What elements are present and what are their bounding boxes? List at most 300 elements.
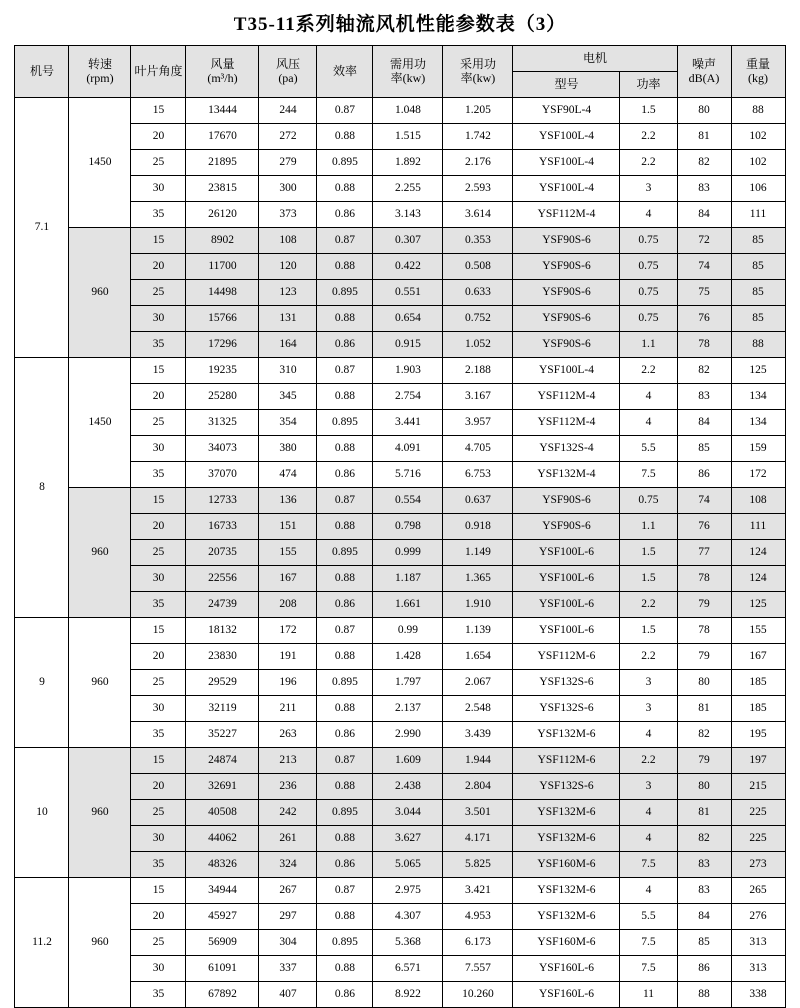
cell-used-power: 10.260 — [443, 982, 513, 1008]
cell-weight: 195 — [731, 722, 785, 748]
table-row — [15, 176, 785, 202]
cell-efficiency: 0.88 — [317, 176, 373, 202]
cell-weight: 273 — [731, 852, 785, 878]
cell-blade-angle: 15 — [131, 98, 186, 124]
cell-required-power: 2.990 — [373, 722, 443, 748]
cell-pressure: 211 — [259, 696, 317, 722]
cell-blade-angle: 30 — [131, 306, 186, 332]
header-weight-line1: 重量 — [745, 56, 770, 71]
cell-required-power: 1.903 — [373, 358, 443, 384]
cell-motor-power: 0.75 — [620, 254, 677, 280]
cell-speed: 960 — [69, 618, 131, 748]
cell-weight: 215 — [731, 774, 785, 800]
cell-motor-power: 2.2 — [620, 124, 677, 150]
table-row — [15, 124, 785, 150]
cell-used-power: 6.173 — [443, 930, 513, 956]
cell-motor-model: YSF132S-6 — [513, 696, 620, 722]
cell-motor-model: YSF100L-4 — [513, 176, 620, 202]
cell-efficiency: 0.88 — [317, 254, 373, 280]
cell-used-power: 4.953 — [443, 904, 513, 930]
cell-motor-model: YSF112M-4 — [513, 202, 620, 228]
cell-motor-power: 1.1 — [620, 332, 677, 358]
cell-motor-model: YSF132S-4 — [513, 436, 620, 462]
cell-motor-model: YSF112M-4 — [513, 384, 620, 410]
cell-motor-model: YSF90S-6 — [513, 488, 620, 514]
cell-motor-power: 3 — [620, 670, 677, 696]
cell-flow: 24874 — [186, 748, 259, 774]
table-row — [15, 280, 785, 306]
cell-noise: 83 — [677, 176, 731, 202]
cell-required-power: 5.368 — [373, 930, 443, 956]
cell-noise: 80 — [677, 774, 731, 800]
cell-noise: 72 — [677, 228, 731, 254]
cell-efficiency: 0.88 — [317, 956, 373, 982]
cell-required-power: 0.798 — [373, 514, 443, 540]
cell-speed: 960 — [69, 488, 131, 618]
cell-flow: 31325 — [186, 410, 259, 436]
cell-noise: 77 — [677, 540, 731, 566]
header-pressure — [259, 46, 317, 98]
cell-weight: 197 — [731, 748, 785, 774]
header-noise-line1: 噪声 — [691, 56, 716, 71]
cell-motor-power: 2.2 — [620, 748, 677, 774]
table-row — [15, 904, 785, 930]
cell-used-power: 1.139 — [443, 618, 513, 644]
cell-efficiency: 0.87 — [317, 358, 373, 384]
cell-blade-angle: 25 — [131, 540, 186, 566]
cell-used-power: 0.752 — [443, 306, 513, 332]
cell-required-power: 0.915 — [373, 332, 443, 358]
table-row — [15, 696, 785, 722]
cell-pressure: 242 — [259, 800, 317, 826]
header-noise — [677, 46, 731, 98]
cell-motor-model: YSF160L-6 — [513, 982, 620, 1008]
cell-flow: 23815 — [186, 176, 259, 202]
cell-blade-angle: 20 — [131, 124, 186, 150]
cell-blade-angle: 30 — [131, 176, 186, 202]
cell-weight: 185 — [731, 670, 785, 696]
table-row — [15, 98, 785, 124]
cell-weight: 111 — [731, 202, 785, 228]
cell-used-power: 2.176 — [443, 150, 513, 176]
cell-weight: 134 — [731, 384, 785, 410]
cell-noise: 82 — [677, 722, 731, 748]
cell-required-power: 1.892 — [373, 150, 443, 176]
cell-pressure: 191 — [259, 644, 317, 670]
cell-blade-angle: 35 — [131, 332, 186, 358]
table-row — [15, 228, 785, 254]
table-header — [15, 46, 785, 98]
cell-blade-angle: 20 — [131, 254, 186, 280]
cell-blade-angle: 20 — [131, 514, 186, 540]
cell-pressure: 373 — [259, 202, 317, 228]
cell-used-power: 5.825 — [443, 852, 513, 878]
cell-weight: 85 — [731, 306, 785, 332]
cell-motor-model: YSF90S-6 — [513, 254, 620, 280]
cell-noise: 80 — [677, 670, 731, 696]
cell-efficiency: 0.86 — [317, 722, 373, 748]
cell-efficiency: 0.88 — [317, 826, 373, 852]
cell-efficiency: 0.87 — [317, 488, 373, 514]
cell-efficiency: 0.86 — [317, 982, 373, 1008]
cell-motor-power: 1.1 — [620, 514, 677, 540]
cell-efficiency: 0.87 — [317, 618, 373, 644]
cell-blade-angle: 20 — [131, 774, 186, 800]
cell-flow: 34073 — [186, 436, 259, 462]
cell-pressure: 120 — [259, 254, 317, 280]
cell-pressure: 337 — [259, 956, 317, 982]
cell-flow: 17670 — [186, 124, 259, 150]
header-motor: 电机 — [513, 46, 677, 72]
cell-weight: 159 — [731, 436, 785, 462]
cell-motor-power: 3 — [620, 774, 677, 800]
cell-motor-power: 0.75 — [620, 306, 677, 332]
cell-blade-angle: 30 — [131, 566, 186, 592]
cell-motor-model: YSF160M-6 — [513, 852, 620, 878]
cell-pressure: 310 — [259, 358, 317, 384]
table-row — [15, 930, 785, 956]
cell-required-power: 2.975 — [373, 878, 443, 904]
cell-pressure: 297 — [259, 904, 317, 930]
table-row — [15, 306, 785, 332]
cell-motor-power: 4 — [620, 878, 677, 904]
cell-noise: 78 — [677, 618, 731, 644]
header-flow-line2: (m³/h) — [207, 70, 238, 85]
cell-noise: 79 — [677, 592, 731, 618]
cell-required-power: 2.754 — [373, 384, 443, 410]
table-row — [15, 514, 785, 540]
cell-flow: 44062 — [186, 826, 259, 852]
cell-weight: 134 — [731, 410, 785, 436]
cell-motor-model: YSF90S-6 — [513, 332, 620, 358]
cell-blade-angle: 35 — [131, 202, 186, 228]
cell-required-power: 3.143 — [373, 202, 443, 228]
cell-pressure: 263 — [259, 722, 317, 748]
cell-weight: 125 — [731, 592, 785, 618]
cell-required-power: 2.255 — [373, 176, 443, 202]
cell-blade-angle: 15 — [131, 748, 186, 774]
cell-noise: 84 — [677, 904, 731, 930]
cell-flow: 26120 — [186, 202, 259, 228]
cell-required-power: 1.048 — [373, 98, 443, 124]
cell-flow: 56909 — [186, 930, 259, 956]
cell-weight: 106 — [731, 176, 785, 202]
cell-efficiency: 0.88 — [317, 306, 373, 332]
table-row — [15, 410, 785, 436]
cell-motor-model: YSF132M-6 — [513, 904, 620, 930]
cell-motor-model: YSF100L-4 — [513, 150, 620, 176]
cell-motor-power: 3 — [620, 696, 677, 722]
cell-pressure: 151 — [259, 514, 317, 540]
table-row — [15, 462, 785, 488]
cell-pressure: 345 — [259, 384, 317, 410]
cell-weight: 155 — [731, 618, 785, 644]
header-efficiency: 效率 — [317, 46, 373, 98]
cell-blade-angle: 15 — [131, 618, 186, 644]
table-row — [15, 592, 785, 618]
cell-pressure: 304 — [259, 930, 317, 956]
cell-weight: 102 — [731, 150, 785, 176]
cell-motor-model: YSF160M-6 — [513, 930, 620, 956]
header-pressure-line2: (pa) — [278, 70, 298, 85]
cell-motor-model: YSF112M-6 — [513, 748, 620, 774]
cell-motor-power: 7.5 — [620, 462, 677, 488]
cell-used-power: 0.637 — [443, 488, 513, 514]
cell-flow: 34944 — [186, 878, 259, 904]
cell-motor-power: 0.75 — [620, 228, 677, 254]
cell-efficiency: 0.88 — [317, 904, 373, 930]
cell-flow: 16733 — [186, 514, 259, 540]
page-title: T35-11系列轴流风机性能参数表（3） — [233, 14, 567, 35]
header-used-power-line2: 率(kw) — [460, 70, 496, 85]
table-row — [15, 774, 785, 800]
cell-motor-power: 2.2 — [620, 358, 677, 384]
cell-efficiency: 0.86 — [317, 852, 373, 878]
cell-required-power: 3.044 — [373, 800, 443, 826]
table-body — [15, 98, 785, 1008]
cell-pressure: 131 — [259, 306, 317, 332]
cell-motor-power: 11 — [620, 982, 677, 1008]
header-blade-angle: 叶片角度 — [131, 46, 186, 98]
header-motor-model: 型号 — [513, 72, 620, 98]
cell-used-power: 1.052 — [443, 332, 513, 358]
cell-weight: 125 — [731, 358, 785, 384]
cell-pressure: 213 — [259, 748, 317, 774]
cell-blade-angle: 25 — [131, 930, 186, 956]
table-row — [15, 566, 785, 592]
cell-noise: 75 — [677, 280, 731, 306]
cell-used-power: 0.918 — [443, 514, 513, 540]
cell-speed: 1450 — [69, 358, 131, 488]
cell-used-power: 3.501 — [443, 800, 513, 826]
header-speed-line1: 转速 — [87, 56, 112, 71]
cell-blade-angle: 20 — [131, 644, 186, 670]
cell-noise: 76 — [677, 514, 731, 540]
cell-required-power: 0.422 — [373, 254, 443, 280]
cell-motor-power: 4 — [620, 826, 677, 852]
table-row — [15, 670, 785, 696]
cell-flow: 12733 — [186, 488, 259, 514]
cell-pressure: 380 — [259, 436, 317, 462]
cell-pressure: 208 — [259, 592, 317, 618]
cell-used-power: 4.171 — [443, 826, 513, 852]
cell-blade-angle: 30 — [131, 956, 186, 982]
cell-blade-angle: 25 — [131, 280, 186, 306]
cell-used-power: 1.944 — [443, 748, 513, 774]
cell-weight: 85 — [731, 228, 785, 254]
header-flow — [186, 46, 259, 98]
cell-pressure: 300 — [259, 176, 317, 202]
cell-pressure: 108 — [259, 228, 317, 254]
cell-required-power: 1.187 — [373, 566, 443, 592]
cell-motor-power: 4 — [620, 384, 677, 410]
table-row — [15, 150, 785, 176]
cell-flow: 45927 — [186, 904, 259, 930]
cell-noise: 85 — [677, 930, 731, 956]
cell-used-power: 0.633 — [443, 280, 513, 306]
cell-required-power: 8.922 — [373, 982, 443, 1008]
table-row — [15, 748, 785, 774]
cell-weight: 313 — [731, 956, 785, 982]
cell-pressure: 155 — [259, 540, 317, 566]
cell-flow: 15766 — [186, 306, 259, 332]
cell-motor-model: YSF112M-6 — [513, 644, 620, 670]
cell-motor-model: YSF132M-6 — [513, 800, 620, 826]
cell-motor-power: 0.75 — [620, 488, 677, 514]
cell-noise: 84 — [677, 410, 731, 436]
cell-pressure: 196 — [259, 670, 317, 696]
cell-noise: 78 — [677, 566, 731, 592]
cell-noise: 84 — [677, 202, 731, 228]
cell-flow: 48326 — [186, 852, 259, 878]
cell-required-power: 3.627 — [373, 826, 443, 852]
cell-motor-model: YSF112M-4 — [513, 410, 620, 436]
cell-speed: 1450 — [69, 98, 131, 228]
cell-blade-angle: 15 — [131, 228, 186, 254]
cell-efficiency: 0.895 — [317, 930, 373, 956]
cell-weight: 225 — [731, 800, 785, 826]
cell-noise: 86 — [677, 956, 731, 982]
cell-motor-model: YSF90S-6 — [513, 306, 620, 332]
cell-motor-model: YSF100L-6 — [513, 618, 620, 644]
cell-required-power: 6.571 — [373, 956, 443, 982]
cell-noise: 81 — [677, 696, 731, 722]
cell-speed: 960 — [69, 228, 131, 358]
cell-blade-angle: 35 — [131, 982, 186, 1008]
cell-efficiency: 0.895 — [317, 540, 373, 566]
cell-motor-power: 7.5 — [620, 956, 677, 982]
header-used-power — [443, 46, 513, 98]
cell-motor-power: 4 — [620, 410, 677, 436]
cell-used-power: 1.910 — [443, 592, 513, 618]
cell-flow: 18132 — [186, 618, 259, 644]
cell-used-power: 3.614 — [443, 202, 513, 228]
header-required-power-line2: 率(kw) — [390, 70, 426, 85]
cell-noise: 74 — [677, 254, 731, 280]
cell-flow: 23830 — [186, 644, 259, 670]
cell-blade-angle: 30 — [131, 436, 186, 462]
table-row — [15, 722, 785, 748]
cell-motor-model: YSF132M-6 — [513, 878, 620, 904]
cell-motor-model: YSF132M-6 — [513, 722, 620, 748]
cell-efficiency: 0.88 — [317, 514, 373, 540]
cell-blade-angle: 15 — [131, 488, 186, 514]
cell-blade-angle: 30 — [131, 826, 186, 852]
cell-pressure: 172 — [259, 618, 317, 644]
cell-efficiency: 0.86 — [317, 202, 373, 228]
cell-used-power: 7.557 — [443, 956, 513, 982]
cell-noise: 82 — [677, 150, 731, 176]
cell-blade-angle: 25 — [131, 670, 186, 696]
table-row — [15, 852, 785, 878]
cell-pressure: 244 — [259, 98, 317, 124]
cell-pressure: 272 — [259, 124, 317, 150]
cell-required-power: 1.609 — [373, 748, 443, 774]
cell-required-power: 1.515 — [373, 124, 443, 150]
cell-efficiency: 0.86 — [317, 332, 373, 358]
cell-weight: 338 — [731, 982, 785, 1008]
cell-pressure: 324 — [259, 852, 317, 878]
cell-used-power: 3.421 — [443, 878, 513, 904]
cell-speed: 960 — [69, 748, 131, 878]
cell-required-power: 0.999 — [373, 540, 443, 566]
cell-used-power: 4.705 — [443, 436, 513, 462]
cell-motor-power: 3 — [620, 176, 677, 202]
cell-efficiency: 0.895 — [317, 800, 373, 826]
cell-blade-angle: 35 — [131, 722, 186, 748]
header-speed-line2: (rpm) — [86, 70, 114, 85]
cell-noise: 80 — [677, 98, 731, 124]
cell-weight: 111 — [731, 514, 785, 540]
cell-flow: 14498 — [186, 280, 259, 306]
cell-pressure: 474 — [259, 462, 317, 488]
table-row — [15, 254, 785, 280]
cell-required-power: 2.438 — [373, 774, 443, 800]
cell-motor-power: 1.5 — [620, 98, 677, 124]
cell-motor-power: 4 — [620, 722, 677, 748]
cell-weight: 85 — [731, 254, 785, 280]
cell-motor-model: YSF100L-4 — [513, 124, 620, 150]
table-row — [15, 540, 785, 566]
cell-efficiency: 0.88 — [317, 124, 373, 150]
cell-blade-angle: 20 — [131, 904, 186, 930]
cell-efficiency: 0.86 — [317, 462, 373, 488]
cell-weight: 313 — [731, 930, 785, 956]
cell-blade-angle: 15 — [131, 358, 186, 384]
cell-flow: 11700 — [186, 254, 259, 280]
cell-weight: 225 — [731, 826, 785, 852]
cell-motor-power: 5.5 — [620, 904, 677, 930]
header-model: 机号 — [15, 46, 69, 98]
table-row — [15, 878, 785, 904]
cell-noise: 83 — [677, 878, 731, 904]
cell-motor-model: YSF132S-6 — [513, 774, 620, 800]
header-weight-line2: (kg) — [748, 70, 768, 85]
cell-flow: 24739 — [186, 592, 259, 618]
cell-used-power: 3.439 — [443, 722, 513, 748]
cell-pressure: 354 — [259, 410, 317, 436]
cell-used-power: 1.654 — [443, 644, 513, 670]
cell-used-power: 2.067 — [443, 670, 513, 696]
cell-motor-model: YSF90S-6 — [513, 228, 620, 254]
table-row — [15, 436, 785, 462]
cell-motor-power: 7.5 — [620, 852, 677, 878]
cell-noise: 81 — [677, 800, 731, 826]
cell-motor-model: YSF90L-4 — [513, 98, 620, 124]
cell-motor-model: YSF100L-6 — [513, 592, 620, 618]
cell-motor-power: 2.2 — [620, 592, 677, 618]
cell-motor-power: 1.5 — [620, 566, 677, 592]
cell-efficiency: 0.87 — [317, 98, 373, 124]
cell-noise: 81 — [677, 124, 731, 150]
cell-flow: 29529 — [186, 670, 259, 696]
cell-used-power: 1.742 — [443, 124, 513, 150]
cell-efficiency: 0.88 — [317, 436, 373, 462]
cell-used-power: 1.149 — [443, 540, 513, 566]
cell-required-power: 0.554 — [373, 488, 443, 514]
cell-blade-angle: 25 — [131, 800, 186, 826]
cell-flow: 35227 — [186, 722, 259, 748]
cell-required-power: 1.797 — [373, 670, 443, 696]
header-flow-line1: 风量 — [210, 56, 235, 71]
cell-efficiency: 0.895 — [317, 410, 373, 436]
cell-weight: 108 — [731, 488, 785, 514]
cell-flow: 32691 — [186, 774, 259, 800]
cell-noise: 79 — [677, 644, 731, 670]
cell-required-power: 1.661 — [373, 592, 443, 618]
cell-noise: 78 — [677, 332, 731, 358]
cell-used-power: 0.508 — [443, 254, 513, 280]
